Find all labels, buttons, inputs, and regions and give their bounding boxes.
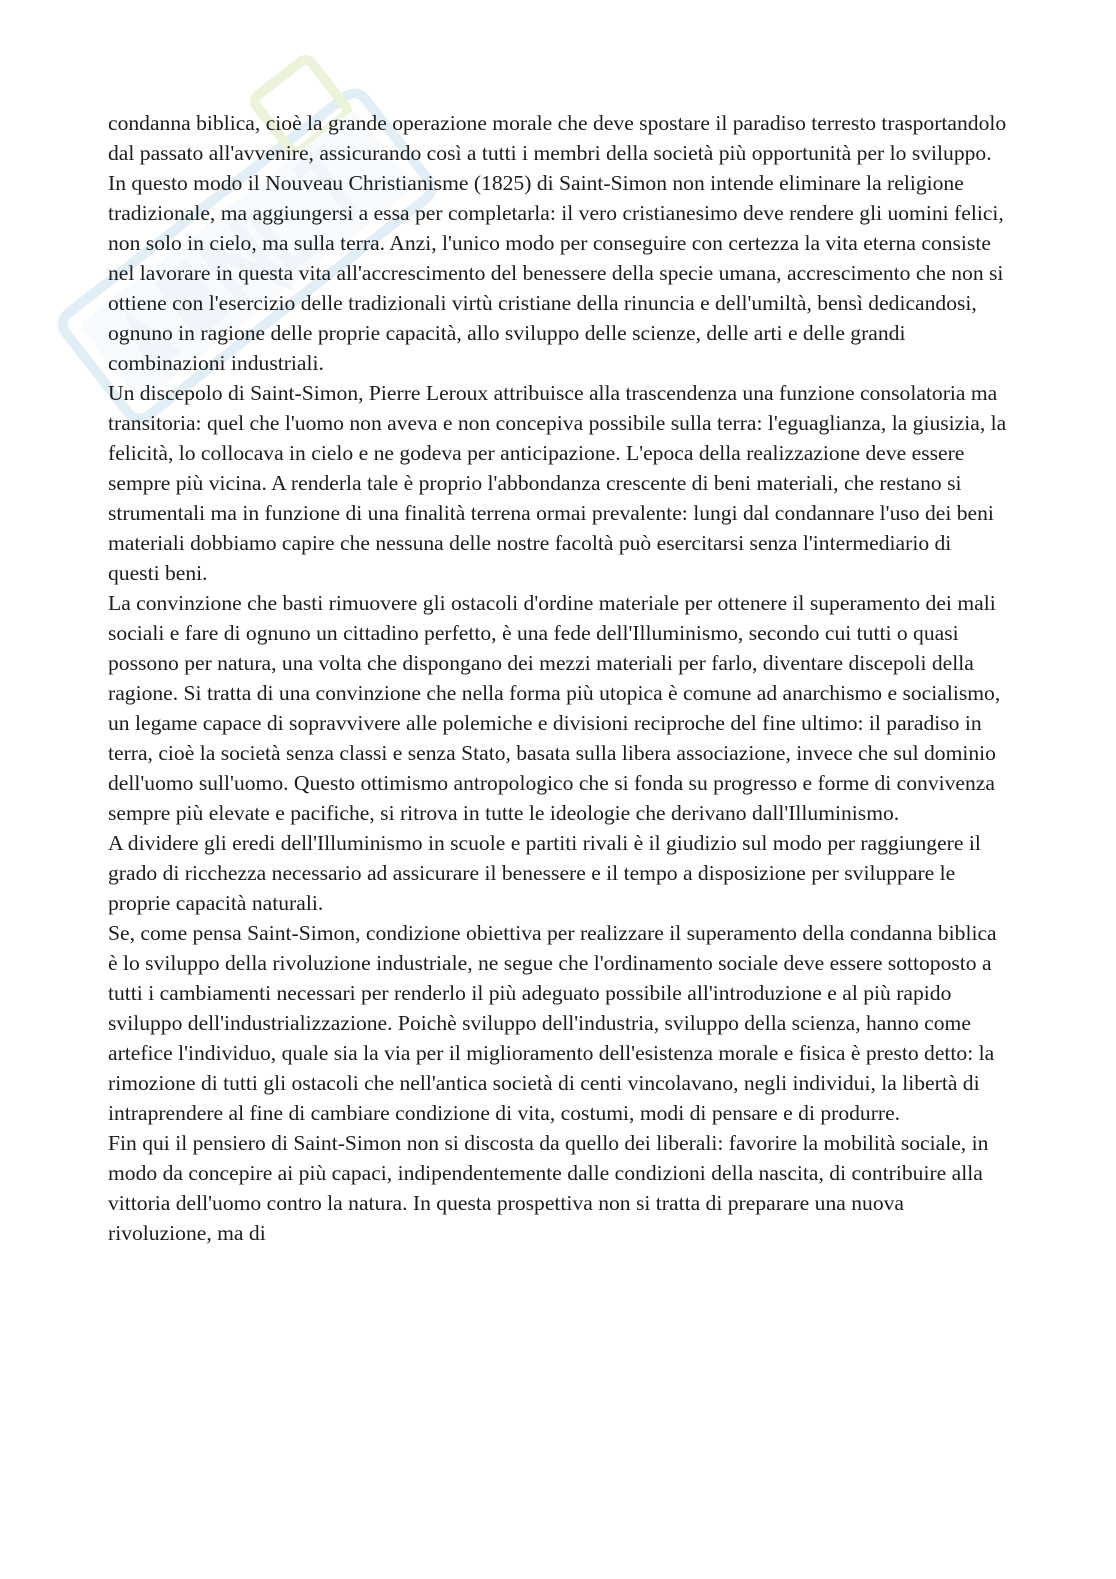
document-body — [108, 108, 1008, 1248]
paragraph: Se, come pensa Saint-Simon, condizione obiettiva per realizzare il superamento della condanna biblica è lo sviluppo della rivoluzione industriale, ne segue che l'ordinamento sociale deve essere sottoposto a tutti i cambiamenti necessari per renderlo il più adeguato possibile all'introduzione e al più rapido sviluppo dell'industrializzazione. Poichè sviluppo dell'industria, sviluppo della scienza, hanno come artefice l'individuo, quale sia la via per il miglioramento dell'esistenza morale e fisica è presto detto: la rimozione di tutti gli ostacoli che nell'antica società di centi vincolavano, negli individui, la libertà di intraprendere al fine di cambiare condizione di vita, costumi, modi di pensare e di produrre. — [108, 921, 997, 1125]
paragraph: Un discepolo di Saint-Simon, Pierre Leroux attribuisce alla trascendenza una funzione consolatoria ma transitoria: quel che l'uomo non aveva e non concepiva possibile sulla terra: l'eguaglianza, la giusizia, la felicità, lo collocava in cielo e ne godeva per anticipazione. L'epoca della realizzazione deve essere sempre più vicina. A renderla tale è proprio l'abbondanza crescente di beni materiali, che restano si strumentali ma in funzione di una finalità terrena ormai prevalente: lungi dal condannare l'uso dei beni materiali dobbiamo capire che nessuna delle nostre facoltà può esercitarsi senza l'intermediario di questi beni. — [108, 381, 1007, 585]
paragraph: La convinzione che basti rimuovere gli ostacoli d'ordine materiale per ottenere il superamento dei mali sociali e fare di ognuno un cittadino perfetto, è una fede dell'Illuminismo, secondo cui tutti o quasi possono per natura, una volta che dispongano dei mezzi materiali per farlo, diventare discepoli della ragione. Si tratta di una convinzione che nella forma più utopica è comune ad anarchismo e socialismo, un legame capace di sopravvivere alle polemiche e divisioni reciproche del fine ultimo: il paradiso in terra, cioè la società senza classi e senza Stato, basata sulla libera associazione, invece che sul dominio dell'uomo sull'uomo. Questo ottimismo antropologico che si fonda su progresso e forme di convivenza sempre più elevate e pacifiche, si ritrova in tutte le ideologie che derivano dall'Illuminismo. — [108, 591, 1001, 825]
paragraph: A dividere gli eredi dell'Illuminismo in scuole e partiti rivali è il giudizio sul modo per raggiungere il grado di ricchezza necessario ad assicurare il benessere e il tempo a disposizione per sviluppare le proprie capacità naturali. — [108, 831, 981, 915]
paragraph: condanna biblica, cioè la grande operazione morale che deve spostare il paradiso terresto trasportandolo dal passato all'avvenire, assicurando così a tutti i membri della società più opportunità per lo sviluppo. In questo modo il Nouveau Christianisme (1825) di Saint-Simon non intende eliminare la religione tradizionale, ma aggiungersi a essa per completarla: il vero cristianesimo deve rendere gli uomini felici, non solo in cielo, ma sulla terra. Anzi, l'unico modo per conseguire con certezza la vita eterna consiste nel lavorare in questa vita all'accrescimento del benessere della specie umana, accrescimento che non si ottiene con l'esercizio delle tradizionali virtù cristiane della rinuncia e dell'umiltà, bensì dedicandosi, ognuno in ragione delle proprie capacità, allo sviluppo delle scienze, delle arti e delle grandi combinazioni industriali. — [108, 111, 1007, 375]
paragraph: Fin qui il pensiero di Saint-Simon non si discosta da quello dei liberali: favorire la mobilità sociale, in modo da concepire ai più capaci, indipendentemente dalle condizioni della nascita, di contribuire alla vittoria dell'uomo contro la natura. In questa prospettiva non si tratta di preparare una nuova rivoluzione, ma di — [108, 1131, 989, 1245]
